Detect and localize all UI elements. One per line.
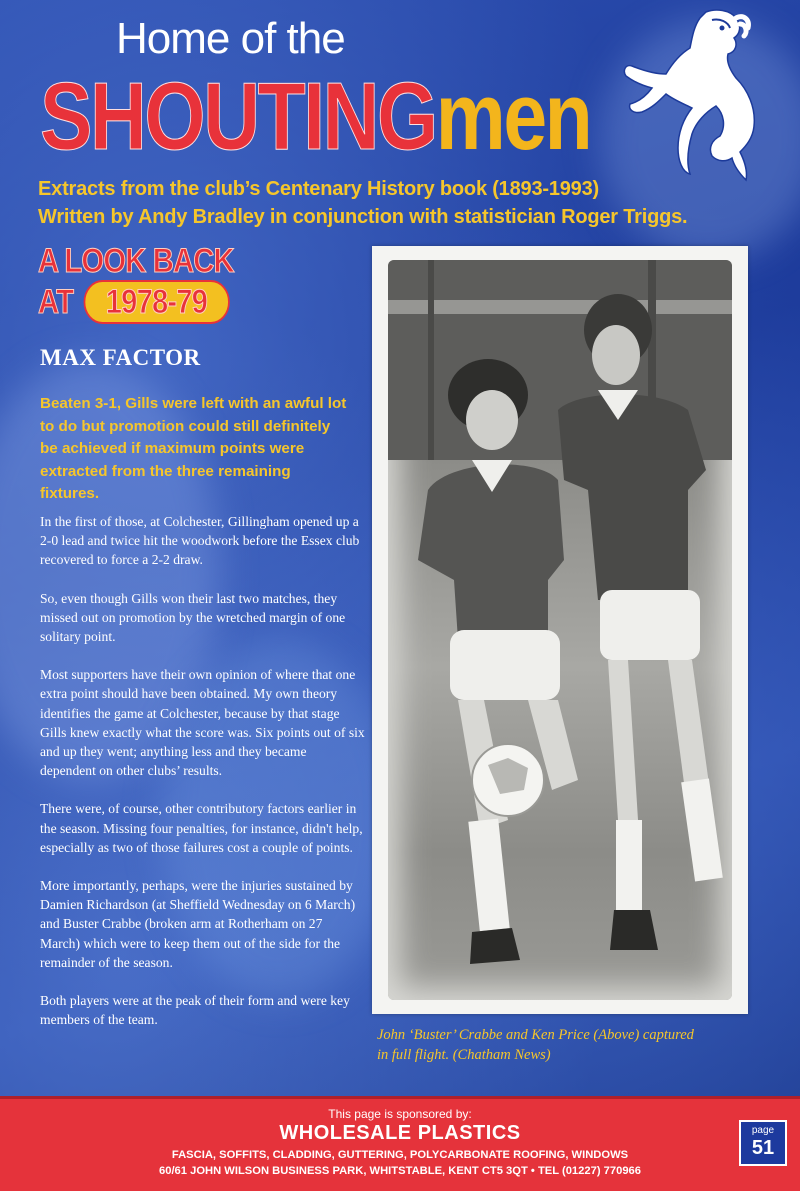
look-back-heading <box>38 242 234 324</box>
football-action-photo <box>388 260 732 1000</box>
page-number: 51 <box>751 1137 775 1159</box>
sponsor-banner <box>0 1096 800 1191</box>
sponsor-name: WHOLESALE PLASTICS <box>279 1122 521 1144</box>
subheading <box>38 175 687 231</box>
shouting-men-title <box>40 62 590 172</box>
body-paragraph: Most supporters have their own opinion of where that one extra point should have been obtained. My own theory identifies the game at Colchester, because by that stage Gills knew exactly what the score was. Six points out of six and up they went; anything less and they became dependent on other clubs’ results. <box>40 667 365 779</box>
sponsor-intro: This page is sponsored by: <box>328 1107 472 1121</box>
subhead-line-2: Written by Andy Bradley in conjunction with statistician Roger Triggs. <box>38 206 688 228</box>
title-men: men <box>435 63 591 170</box>
players-illustration <box>388 260 732 1000</box>
caption-line-1: John ‘Buster’ Crabbe and Ken Price (Above) captured <box>377 1027 694 1043</box>
home-of-heading: Home of the <box>116 14 345 63</box>
look-back-line-1: A LOOK BACK <box>38 242 234 280</box>
subhead-line-1: Extracts from the club’s Centenary History book (1893-1993) <box>38 178 599 200</box>
year-badge: 1978-79 <box>83 280 229 324</box>
section-title: MAX FACTOR <box>40 345 201 370</box>
caption-line-2: in full flight. (Chatham News) <box>377 1047 551 1063</box>
title-shouting: SHOUTING <box>40 63 436 170</box>
body-paragraph: There were, of course, other contributory factors earlier in the season. Missing four penalties, for instance, didn't help, especially as two of those failures cost a couple of points. <box>40 801 363 855</box>
lead-paragraph: Beaten 3-1, Gills were left with an awful lot to do but promotion could still definitely be achieved if maximum points were extracted from the three remaining fixtures. <box>40 395 347 502</box>
article-body <box>40 512 365 1048</box>
photo-caption <box>377 1025 757 1065</box>
rampant-horse-logo-icon <box>608 4 768 184</box>
sponsor-address: 60/61 JOHN WILSON BUSINESS PARK, WHITSTABLE, KENT CT5 3QT • TEL (01227) 770966 <box>159 1165 641 1177</box>
look-back-at: AT <box>38 283 74 321</box>
sponsor-services: FASCIA, SOFFITS, CLADDING, GUTTERING, POLYCARBONATE ROOFING, WINDOWS <box>171 1149 629 1161</box>
body-paragraph: Both players were at the peak of their form and were key members of the team. <box>40 993 350 1028</box>
photo-frame <box>372 246 748 1014</box>
page-number-box <box>739 1120 787 1166</box>
body-paragraph: So, even though Gills won their last two matches, they missed out on promotion by the wretched margin of one solitary point. <box>40 590 346 645</box>
body-paragraph: More importantly, perhaps, were the injuries sustained by Damien Richardson (at Sheffield Wednesday on 6 March) and Buster Crabbe (broken arm at Rotherham on 27 March) which were to keep them out of the side for the remainder of the season. <box>40 878 356 970</box>
body-paragraph: In the first of those, at Colchester, Gillingham opened up a 2-0 lead and twice hit the woodwork before the Essex club recovered to force a 2-2 draw. <box>40 514 360 568</box>
page-label: page <box>751 1125 775 1136</box>
